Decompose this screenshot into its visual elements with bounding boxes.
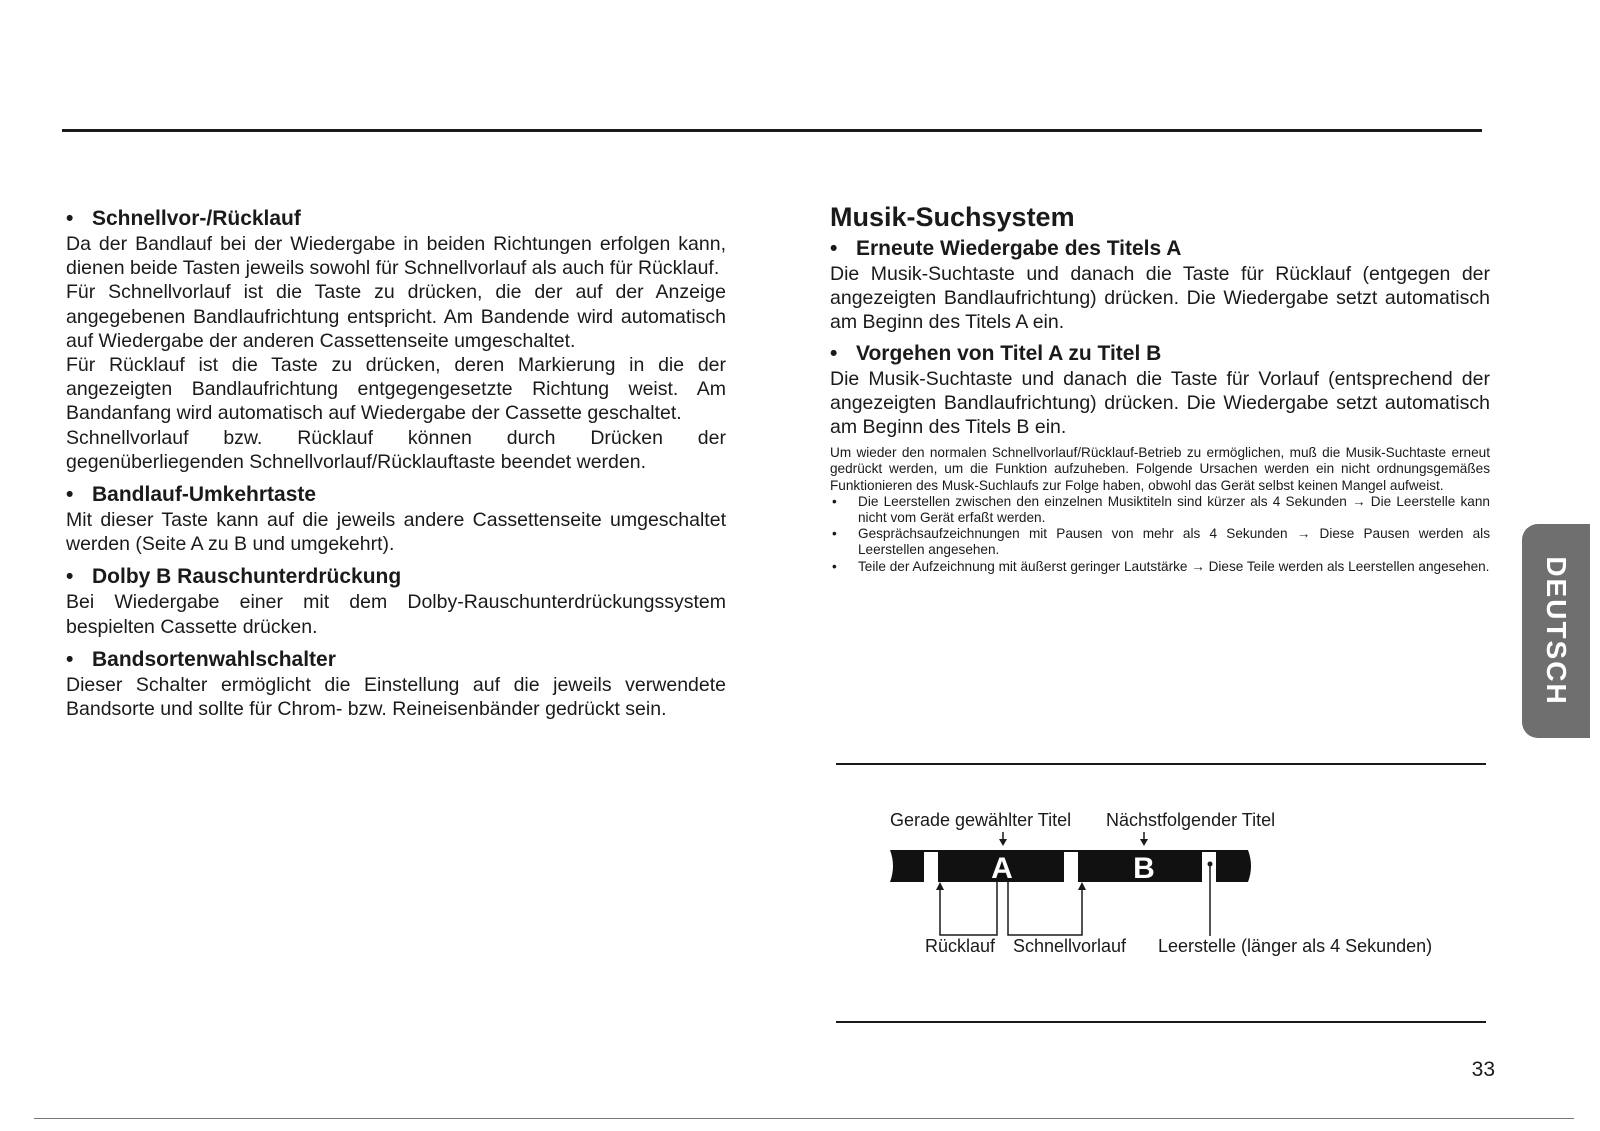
list-item: • Teile der Aufzeichnung mit äußerst geringer Lautstärke → Diese Teile werden als Leerstellen angesehen. [832,558,1490,574]
label-current-track: Gerade gewählter Titel [890,810,1072,830]
tape-diagram [890,832,1510,982]
section-heading: • Schnellvor-/Rücklauf [66,207,301,230]
down-arrow-icon [999,832,1007,846]
paragraph: Die Musik-Suchtaste und danach die Taste für Rücklauf (entgegen der angezeigten Bandlaufrichtung) drücken. Die Wiedergabe setzt automatisch am Beginn des Titels A ein. [830,263,1490,334]
left-column [66,206,726,721]
section-heading: • Vorgehen von Titel A zu Titel B [830,341,1162,365]
blank-gap [1064,852,1078,882]
track-a-label: A [991,852,1013,885]
track-b-label: B [1133,852,1155,885]
music-search-diagram [890,810,1510,990]
note-text: Um wieder den normalen Schnellvorlauf/Rücklauf-Betrieb zu ermöglichen, muß die Musik-Suchtaste erneut gedrückt werden, um die Funktion aufzuheben. Folgende Ursachen werden ein nicht ordnungsgemäßes Funktionieren des Musk-Suchlaufs zur Folge haben, obwohl das Gerät selbst keinen Mangel aufweist. [830,445,1490,493]
list-item: • Gesprächsaufzeichnungen mit Pausen von mehr als 4 Sekunden → Diese Pausen werden als Leerstellen angesehen. [832,526,1490,558]
paragraph: Für Schnellvorlauf ist die Taste zu drücken, die der auf der Anzeige angegebenen Bandlaufrichtung entspricht. Am Bandende wird automatisch auf Wiedergabe der anderen Cassettenseite umgeschaltet. [66,281,726,352]
paragraph: Mit dieser Taste kann auf die jeweils andere Cassettenseite umgeschaltet werden (Seite A zu B und umgekehrt). [66,509,726,556]
list-item: • Die Leerstellen zwischen den einzelnen Musiktiteln sind kürzer als 4 Sekunden → Die Leerstelle kann nicht vom Gerät erfaßt werden. [832,493,1490,526]
section-heading: • Dolby B Rauschunterdrückung [66,565,402,589]
bottom-rule [34,1118,1574,1119]
paragraph: Für Rücklauf ist die Taste zu drücken, deren Markierung in die der angezeigten Bandlaufrichtung entgegengesetzte Richtung weist. Am Bandanfang wird automatisch auf Wiedergabe der Cassette geschaltet. [66,354,726,425]
right-column [830,200,1490,575]
language-tab [1522,524,1590,738]
page-title: Musik-Suchsystem [830,202,1075,232]
blank-gap [1202,852,1216,882]
fast-forward-bracket [1008,882,1082,935]
diagram-top-rule [836,763,1486,765]
paragraph: Bei Wiedergabe einer mit dem Dolby-Rauschunterdrückungssystem bespielten Cassette drücken. [66,591,726,638]
label-blank: Leerstelle (länger als 4 Sekunden) [1158,936,1433,956]
section-heading: • Bandsortenwahlschalter [66,647,336,671]
diagram-bottom-rule [836,1021,1486,1023]
section-heading: • Bandlauf-Umkehrtaste [66,483,317,507]
paragraph: Schnellvorlauf bzw. Rücklauf können durch Drücken der gegenüberliegenden Schnellvorlauf/Rücklauftaste beendet werden. [66,426,726,473]
paragraph: Dieser Schalter ermöglicht die Einstellung auf die jeweils verwendete Bandsorte und sollte für Chrom- bzw. Reineisenbänder gedrückt sein. [66,673,726,721]
note-bullet-list [830,494,1490,575]
label-rewind: Rücklauf [925,936,996,956]
label-fast-forward: Schnellvorlauf [1013,936,1127,956]
page-number: 33 [1471,1058,1495,1081]
blank-gap [924,852,938,882]
down-arrow-icon [1140,832,1148,846]
language-tab-label: DEUTSCH [1541,556,1572,706]
paragraph: Da der Bandlauf bei der Wiedergabe in beiden Richtungen erfolgen kann, dienen beide Tasten jeweils sowohl für Schnellvorlauf als auch für Rücklauf. [66,233,726,280]
rewind-bracket [940,882,997,935]
top-rule [62,129,1482,132]
label-next-track: Nächstfolgender Titel [1106,810,1276,830]
blank-marker-dot [1208,862,1213,867]
paragraph: Die Musik-Suchtaste und danach die Taste für Vorlauf (entsprechend der angezeigten Bandlaufrichtung) drücken. Die Wiedergabe setzt automatisch am Beginn des Titels B ein. [830,367,1490,439]
section-heading: • Erneute Wiedergabe des Titels A [830,237,1182,260]
